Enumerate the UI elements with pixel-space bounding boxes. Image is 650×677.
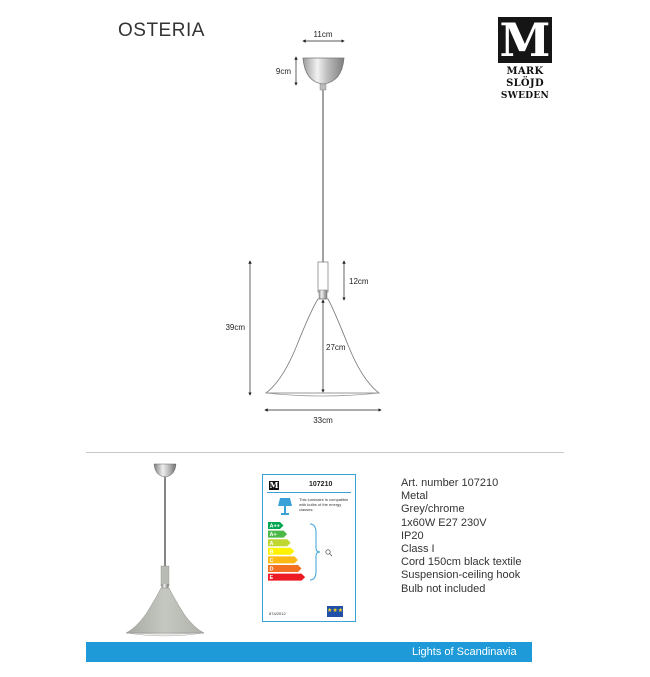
bulb-symbol-icon bbox=[326, 550, 330, 554]
eu-flag-icon: ★★★ bbox=[327, 606, 343, 617]
spec-item: Class I bbox=[401, 543, 435, 556]
spec-item: Art. number 107210 bbox=[401, 477, 499, 489]
energy-label-article-number: 107210 bbox=[309, 481, 333, 488]
spec-item: 1x60W E27 230V bbox=[401, 516, 487, 529]
brand-logo-line: MARK bbox=[506, 66, 544, 77]
energy-class-label: A+ bbox=[269, 532, 277, 539]
brand-logo-line: SLÖJD bbox=[506, 78, 544, 89]
energy-label-regulation: 874/2012 bbox=[269, 611, 286, 616]
spec-list bbox=[401, 477, 521, 596]
chrome-ring bbox=[319, 290, 327, 299]
energy-class-bar bbox=[268, 574, 305, 581]
energy-class-scale bbox=[268, 521, 338, 583]
footer-text: Lights of Scandinavia bbox=[412, 646, 517, 658]
energy-class-label: B bbox=[269, 549, 274, 556]
energy-label bbox=[262, 474, 356, 622]
spec-item: Cord 150cm black textile bbox=[401, 556, 522, 569]
dimension-label: 27cm bbox=[326, 343, 346, 352]
ceiling-canopy bbox=[303, 58, 344, 84]
spec-item: Grey/chrome bbox=[401, 503, 465, 516]
section-divider bbox=[86, 452, 564, 453]
energy-label-compatibility-text: This luminaire is compatible with bulbs of the energy classes: bbox=[299, 497, 349, 512]
product-photo bbox=[118, 462, 228, 637]
spec-item: IP20 bbox=[401, 529, 424, 542]
energy-class-label: A bbox=[269, 540, 274, 547]
energy-class-label: C bbox=[269, 558, 274, 564]
lamp-stem bbox=[318, 262, 328, 292]
bulb-icon bbox=[277, 497, 293, 517]
footer-bar bbox=[86, 642, 532, 662]
product-title: OSTERIA bbox=[118, 20, 205, 41]
dimension-label: 11cm bbox=[313, 30, 333, 39]
lamp-shade bbox=[266, 299, 379, 393]
dimension-label: 9cm bbox=[275, 67, 291, 76]
dimension-label: 39cm bbox=[225, 323, 245, 332]
energy-class-label: A++ bbox=[269, 523, 280, 530]
spec-item: Suspension-ceiling hook bbox=[401, 569, 521, 582]
brand-logo-line: SWEDEN bbox=[500, 91, 550, 101]
spec-item: Bulb not included bbox=[401, 582, 486, 595]
energy-label-brand-logo: M bbox=[269, 480, 279, 490]
energy-class-label: E bbox=[269, 575, 274, 582]
spec-item: Metal bbox=[401, 490, 428, 503]
shade-rim bbox=[266, 393, 379, 396]
energy-class-label: D bbox=[269, 566, 274, 573]
canopy-connector bbox=[320, 84, 326, 90]
energy-label-divider bbox=[267, 492, 351, 493]
brand-logo-letter: M bbox=[499, 13, 551, 67]
dimension-label: 33cm bbox=[313, 416, 333, 425]
dimension-label: 12cm bbox=[349, 277, 369, 286]
